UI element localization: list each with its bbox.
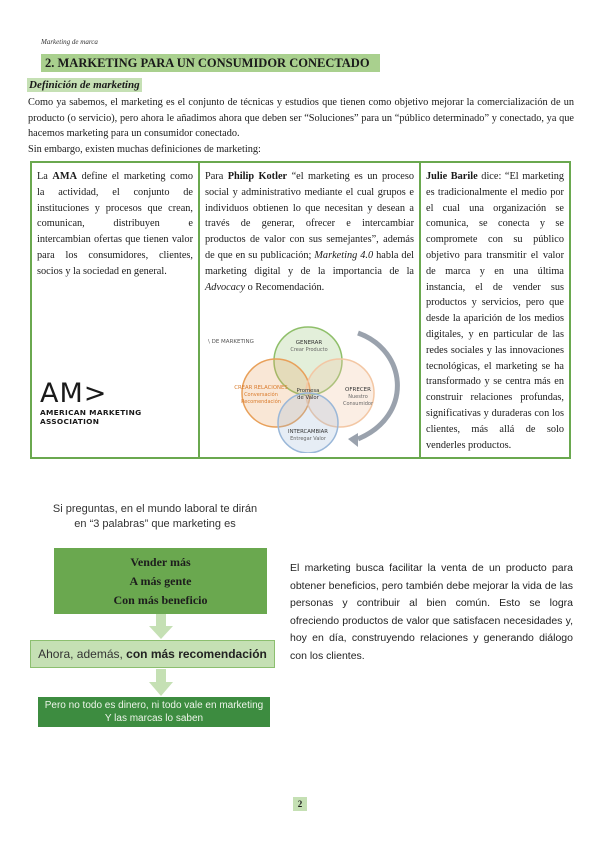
section-title: 2. MARKETING PARA UN CONSUMIDOR CONECTADO: [41, 54, 380, 72]
definition-ama: [32, 163, 200, 457]
venn-center-2: de Valor: [297, 395, 319, 401]
three-words-line-3: Con más beneficio: [113, 593, 208, 607]
flow-caption-line-2: en “3 palabras” que marketing es: [74, 518, 236, 530]
kotler-book: Marketing 4.0: [314, 249, 374, 261]
kotler-name: Philip Kotler: [227, 171, 288, 182]
flow-caption-line-1: Si preguntas, en el mundo laboral te dirán: [52, 503, 258, 515]
ama-definition-text: [37, 169, 193, 280]
flow-caption: [30, 502, 280, 532]
three-words-line-2: A más gente: [129, 574, 192, 588]
not-only-money-line-1: Pero no todo es dinero, ni todo vale en marketing: [44, 700, 264, 711]
kotler-advocacy: Advocacy: [205, 281, 246, 293]
venn-crear-title: CREAR RELACIONES: [234, 385, 288, 391]
running-head: Marketing de marca: [41, 38, 98, 46]
venn-intercambiar-sub: Entregar Valor: [290, 436, 326, 442]
venn-arrow-head-icon: [348, 433, 358, 447]
three-words-line-1: Vender más: [130, 555, 191, 569]
ama-logo-mark: AM>: [40, 378, 108, 409]
venn-ofrecer-sub-1: Nuestro: [348, 394, 368, 400]
ama-logo: [40, 380, 160, 426]
ama-name: AMA: [52, 171, 78, 182]
barile-text: dice: “El marketing es tradicionalmente el medio por el cual una organización se comunica, se conecta y se compromete con su público objetivo para transmitir el valor de marca y en una última instancia, el de vender sus productos y servicios, pero que desde la aparición de los medios digitales, y en particular de las redes sociales y las innovaciones tecnológicas, el marketing se ha transformado y se centra más en construir relaciones profundas, significativas y duraderas con los clientes, más allá de solo venderles productos.: [426, 171, 565, 451]
venn-center-1: Promesa: [296, 388, 320, 394]
barile-definition-text: [426, 169, 564, 453]
side-paragraph: El marketing busca facilitar la venta de un producto para obtener beneficios, pero también debe mejorar la vida de las personas y contribuir al bien común. Esto se logra ofreciendo productos de valor que satisfacen necesidades y, hoy en día, construyendo relaciones y generando diálogo con los clientes.: [290, 562, 573, 662]
recommendation-pre: Ahora, además,: [38, 647, 127, 661]
marketing-venn-diagram: [208, 321, 418, 453]
kotler-text-2: habla del marketing digital y de la importancia de la: [205, 249, 414, 277]
venn-ofrecer-sub-2: Consumidor: [342, 401, 374, 407]
kotler-text-1: “el marketing es un proceso social y administrativo mediante el cual grupos e individuos obtienen lo que necesitan y desean a través de generar, ofrecer e intercambiar productos de valor con sus semejantes”, además de que en su publicación;: [205, 171, 415, 261]
venn-circle-intercambiar: [278, 393, 338, 453]
not-only-money-box: [38, 697, 270, 727]
venn-crear-sub-2: Recomendación: [241, 399, 281, 405]
barile-name: Julie Barile: [426, 171, 478, 182]
ama-logo-line-2: ASSOCIATION: [40, 417, 100, 426]
venn-crear-sub-1: Conversación: [244, 392, 278, 398]
venn-generar-title: GENERAR: [295, 340, 323, 346]
subsection-title: Definición de marketing: [29, 79, 140, 91]
intro-text: [28, 95, 574, 157]
venn-intercambiar-title: INTERCAMBIAR: [288, 429, 328, 435]
kotler-text-3: o Recomendación.: [245, 281, 325, 293]
recommendation-bold: con más recomendación: [126, 647, 267, 661]
venn-ofrecer-title: OFRECER: [345, 387, 371, 393]
definition-kotler: [200, 163, 421, 457]
ama-logo-line-1: AMERICAN MARKETING: [40, 408, 142, 417]
venn-generar-sub: Crear Producto: [290, 347, 328, 353]
page-number: 2: [293, 797, 307, 811]
venn-corner-label: \ DE MARKETING: [208, 339, 254, 345]
intro-paragraph-2: Sin embargo, existen muchas definiciones de marketing:: [28, 143, 261, 155]
flow-arrow-1-icon: [148, 614, 174, 640]
kotler-definition-text: [205, 169, 414, 295]
definition-barile: [421, 163, 569, 457]
flow-arrow-2-icon: [148, 669, 174, 697]
ama-text: define el marketing como la actividad, el conjunto de instituciones y procesos que crean, comunican, distribuyen e intercambian ofertas que tienen valor para los consumidores, clientes, socios y la sociedad en general.: [37, 171, 194, 277]
three-words-box: [54, 548, 267, 614]
definitions-table: [30, 161, 571, 459]
not-only-money-line-2: Y las marcas lo saben: [104, 713, 204, 724]
ama-pre: La: [37, 171, 53, 182]
kotler-pre: Para: [205, 171, 228, 182]
recommendation-box: [30, 640, 275, 668]
intro-paragraph-1: Como ya sabemos, el marketing es el conjunto de técnicas y estudios que tienen como objetivo mejorar la comercialización de un producto (o servicio), pero ahora le añadimos ahora que deben ser “Soluciones” para un “público determinado” y conectado, ya que hacemos marketing para un consumidor conectado.: [28, 97, 574, 140]
